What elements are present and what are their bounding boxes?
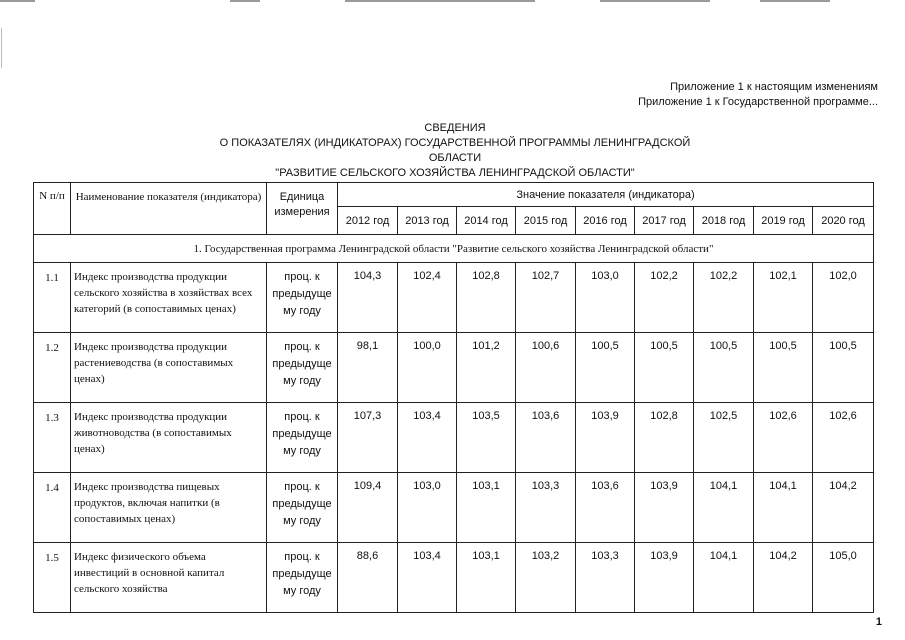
row-num: 1.5 bbox=[34, 543, 71, 613]
row-value: 102,5 bbox=[694, 403, 754, 473]
row-value: 103,2 bbox=[516, 543, 576, 613]
row-value: 102,8 bbox=[457, 263, 516, 333]
row-value: 100,0 bbox=[398, 333, 457, 403]
row-value: 102,1 bbox=[754, 263, 813, 333]
section-row: 1. Государственная программа Ленинградской области "Развитие сельского хозяйства Ленинградской области" bbox=[34, 235, 874, 263]
row-name: Индекс производства продукции животноводства (в сопоставимых ценах) bbox=[71, 403, 267, 473]
indicators-table bbox=[33, 182, 874, 613]
header-year: 2018 год bbox=[694, 207, 754, 235]
row-value: 104,1 bbox=[754, 473, 813, 543]
row-value: 102,0 bbox=[813, 263, 874, 333]
row-value: 102,4 bbox=[398, 263, 457, 333]
row-value: 103,3 bbox=[516, 473, 576, 543]
row-value: 100,5 bbox=[754, 333, 813, 403]
header-year: 2016 год bbox=[576, 207, 635, 235]
title-line-1: СВЕДЕНИЯ bbox=[424, 122, 486, 134]
row-value: 104,1 bbox=[694, 473, 754, 543]
appendix-line-2: Приложение 1 к Государственной программе... bbox=[638, 96, 878, 108]
scan-edge-mark bbox=[230, 0, 260, 2]
row-value: 104,1 bbox=[694, 543, 754, 613]
row-num: 1.4 bbox=[34, 473, 71, 543]
row-name: Индекс физического объема инвестиций в основной капитал сельского хозяйства bbox=[71, 543, 267, 613]
scan-edge-mark bbox=[600, 0, 710, 2]
row-value: 102,2 bbox=[635, 263, 694, 333]
row-unit: проц. к предыдуще му году bbox=[267, 333, 338, 403]
row-value: 100,5 bbox=[576, 333, 635, 403]
row-num: 1.2 bbox=[34, 333, 71, 403]
row-value: 103,6 bbox=[576, 473, 635, 543]
row-value: 103,9 bbox=[576, 403, 635, 473]
table-row bbox=[34, 333, 874, 403]
row-value: 100,5 bbox=[694, 333, 754, 403]
table-row bbox=[34, 403, 874, 473]
row-value: 104,2 bbox=[813, 473, 874, 543]
row-value: 102,7 bbox=[516, 263, 576, 333]
row-unit: проц. к предыдуще му году bbox=[267, 473, 338, 543]
row-value: 103,0 bbox=[398, 473, 457, 543]
scan-edge-mark bbox=[760, 0, 830, 2]
row-value: 103,9 bbox=[635, 473, 694, 543]
row-value: 100,6 bbox=[516, 333, 576, 403]
row-num: 1.3 bbox=[34, 403, 71, 473]
table-row bbox=[34, 473, 874, 543]
row-value: 103,4 bbox=[398, 403, 457, 473]
row-unit: проц. к предыдуще му году bbox=[267, 543, 338, 613]
scan-edge-mark bbox=[0, 0, 35, 2]
header-name: Наименование показателя (индикатора) bbox=[71, 183, 267, 235]
row-value: 104,3 bbox=[338, 263, 398, 333]
row-name: Индекс производства пищевых продуктов, включая напитки (в сопоставимых ценах) bbox=[71, 473, 267, 543]
row-value: 103,9 bbox=[635, 543, 694, 613]
title-line-3: "РАЗВИТИЕ СЕЛЬСКОГО ХОЗЯЙСТВА ЛЕНИНГРАДСКОЙ ОБЛАСТИ" bbox=[275, 167, 635, 179]
row-value: 105,0 bbox=[813, 543, 874, 613]
row-unit: проц. к предыдуще му году bbox=[267, 403, 338, 473]
header-year: 2012 год bbox=[338, 207, 398, 235]
row-value: 103,6 bbox=[516, 403, 576, 473]
row-name: Индекс производства продукции сельского хозяйства в хозяйствах всех категорий (в сопоставимых ценах) bbox=[71, 263, 267, 333]
row-value: 103,1 bbox=[457, 543, 516, 613]
table-row bbox=[34, 543, 874, 613]
appendix-note bbox=[638, 80, 878, 110]
row-value: 104,2 bbox=[754, 543, 813, 613]
header-year: 2013 год bbox=[398, 207, 457, 235]
row-value: 100,5 bbox=[635, 333, 694, 403]
row-value: 103,1 bbox=[457, 473, 516, 543]
row-value: 102,2 bbox=[694, 263, 754, 333]
row-value: 107,3 bbox=[338, 403, 398, 473]
header-year: 2015 год bbox=[516, 207, 576, 235]
document-title bbox=[205, 121, 705, 181]
row-value: 98,1 bbox=[338, 333, 398, 403]
row-value: 103,4 bbox=[398, 543, 457, 613]
header-year: 2014 год bbox=[457, 207, 516, 235]
scan-margin-line bbox=[1, 28, 2, 68]
row-name: Индекс производства продукции растениеводства (в сопоставимых ценах) bbox=[71, 333, 267, 403]
row-num: 1.1 bbox=[34, 263, 71, 333]
header-unit: Единица измерения bbox=[267, 183, 338, 235]
header-values-group: Значение показателя (индикатора) bbox=[338, 183, 874, 207]
row-value: 102,8 bbox=[635, 403, 694, 473]
row-value: 102,6 bbox=[813, 403, 874, 473]
header-year: 2017 год bbox=[635, 207, 694, 235]
row-value: 103,3 bbox=[576, 543, 635, 613]
appendix-line-1: Приложение 1 к настоящим изменениям bbox=[670, 81, 878, 93]
row-value: 102,6 bbox=[754, 403, 813, 473]
header-year: 2020 год bbox=[813, 207, 874, 235]
header-year: 2019 год bbox=[754, 207, 813, 235]
row-value: 109,4 bbox=[338, 473, 398, 543]
row-value: 101,2 bbox=[457, 333, 516, 403]
scan-edge-mark bbox=[345, 0, 535, 2]
row-value: 88,6 bbox=[338, 543, 398, 613]
row-value: 103,5 bbox=[457, 403, 516, 473]
page-number: 1 bbox=[875, 616, 882, 628]
row-unit: проц. к предыдуще му году bbox=[267, 263, 338, 333]
row-value: 103,0 bbox=[576, 263, 635, 333]
header-num: N п/п bbox=[34, 183, 71, 235]
table-row bbox=[34, 263, 874, 333]
row-value: 100,5 bbox=[813, 333, 874, 403]
title-line-2: О ПОКАЗАТЕЛЯХ (ИНДИКАТОРАХ) ГОСУДАРСТВЕННОЙ ПРОГРАММЫ ЛЕНИНГРАДСКОЙ ОБЛАСТИ bbox=[219, 137, 691, 164]
